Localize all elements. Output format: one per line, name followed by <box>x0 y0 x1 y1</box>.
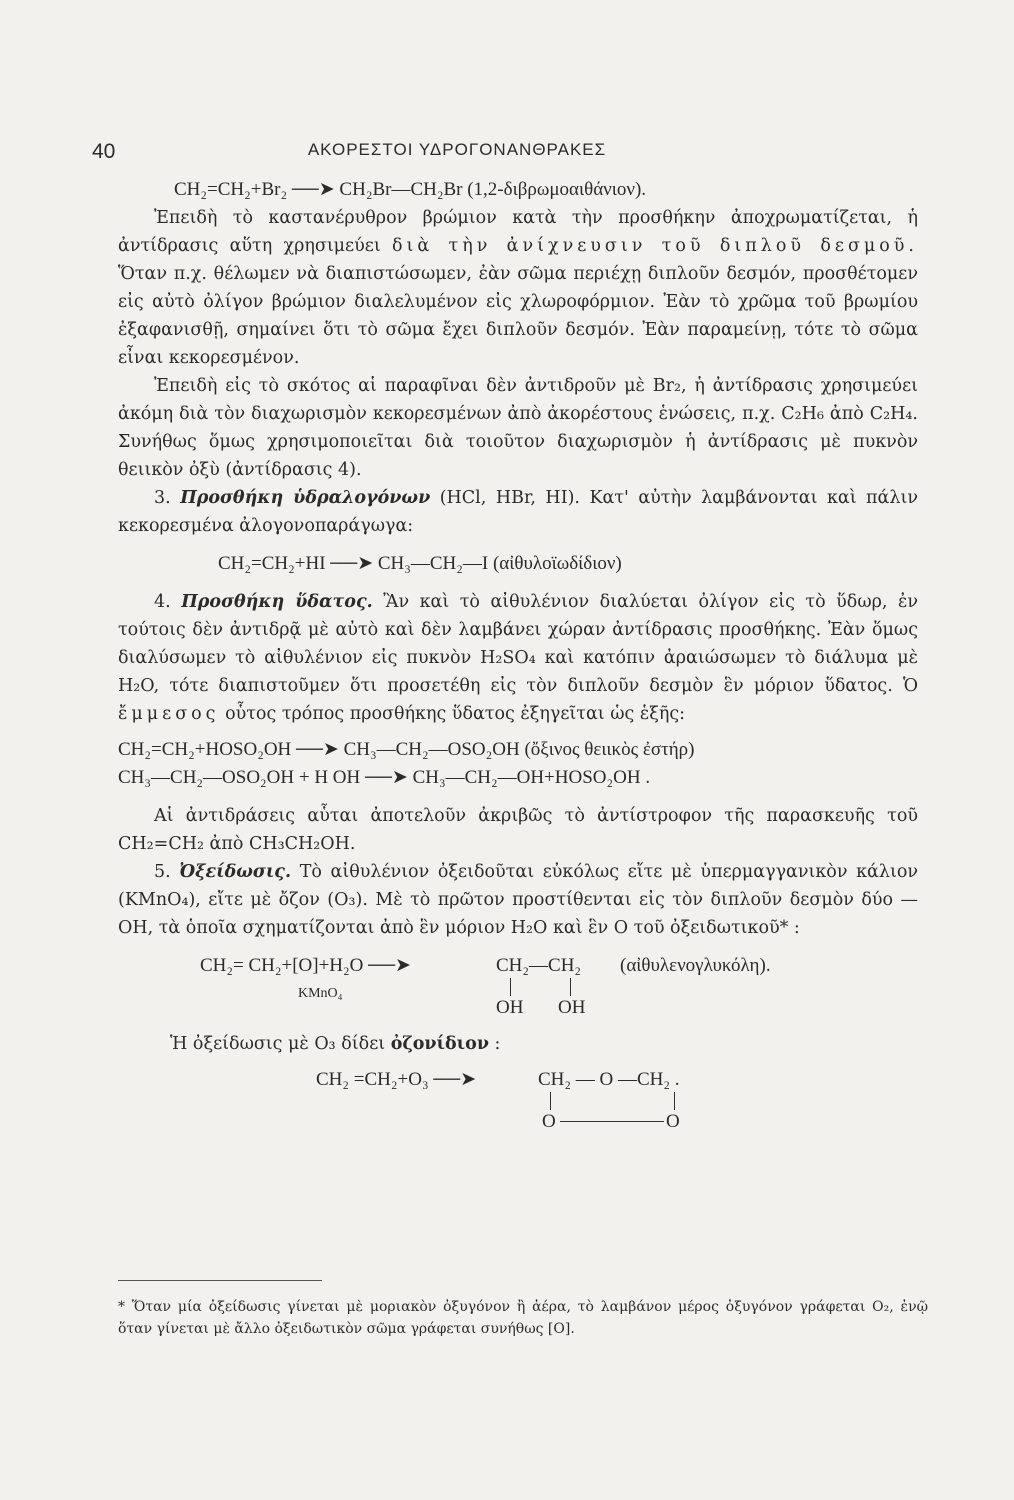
ozonide-bond-3 <box>560 1121 664 1122</box>
section-4-text-a: Ἂν καὶ τὸ αἰθυλένιον διαλύεται ὀλίγον εἰς τὸ ὕδωρ, ἐν τούτοις δὲν ἀντιδρᾷ μὲ αὐτὸ καὶ δὲν λαμβάνει χώραν ἀντίδρασις προσθήκης. Ἐὰν ὅμως διαλύσωμεν τὸ αἰθυλένιον εἰς πυκνὸν H₂SO₄ καὶ κατόπιν ἀραιώσωμεν τὸ διάλυμα μὲ H₂O, τότε διαπιστοῦμεν ὅτι προσετέθη εἰς τὸν διπλοῦν δεσμὸν ἓν μόριον ὕδατος. Ὁ <box>118 592 918 696</box>
ozone-text-a: Ἡ ὀξείδωσις μὲ O₃ δίδει <box>170 1034 391 1054</box>
footnote: * Ὅταν μία ὀξείδωσις γίνεται μὲ μοριακὸν ὀξυγόνον ἢ ἀέρα, τὸ λαμβάνον μέρος ὀξυγόνον γράφεται O₂, ἐνῷ ὅταν γίνεται μὲ ἄλλο ὀξειδωτικὸν σῶμα γράφεται συνήθως [O]. <box>118 1299 928 1337</box>
para1-text-b: Ὅταν π.χ. θέλωμεν νὰ διαπιστώσωμεν, ἐὰν σῶμα περιέχῃ διπλοῦν δεσμόν, προσθέτομεν εἰς αὐτὸ ὀλίγον βρώμιον διαλελυμένον εἰς χλωροφόρμιον. Ἐὰν τὸ χρῶμα τοῦ βρωμίου ἐξαφανισθῇ, σημαίνει ὅτι τὸ σῶμα ἔχει διπλοῦν δεσμόν. Ἐὰν παραμείνῃ, τότε τὸ σῶμα εἶναι κεκορεσμένον. <box>118 264 918 368</box>
page-body <box>118 176 918 1138</box>
section-4-spaced-text: ἔμμεσος <box>118 704 220 724</box>
page-header <box>92 140 942 170</box>
equation-hydrolysis: CH₃—CH₂—OSO₂OH + H OH ──➤ CH₃—CH₂—OH+HOSO₂OH . <box>118 767 651 788</box>
footnote-rule <box>118 1280 322 1281</box>
glycol-oh-1: OH <box>496 997 524 1018</box>
paragraph-paraffins: Ἐπειδὴ εἰς τὸ σκότος αἱ παραφῖναι δὲν ἀντιδροῦν μὲ Br₂, ἡ ἀντίδρασις χρησιμεύει ἀκόμη διὰ τὸν διαχωρισμὸν κεκορεσμένων ἀπὸ ἀκορέστους ἑνώσεις, π.χ. C₂H₆ ἀπὸ C₂H₄. Συνήθως ὅμως χρησιμοποιεῖται διὰ τοιοῦτον διαχωρισμὸν ἡ ἀντίδρασις μὲ πυκνὸν θειικὸν ὀξὺ (ἀντίδρασις 4). <box>118 376 918 480</box>
section-3-number: 3. <box>154 488 171 508</box>
section-5-text: Τὸ αἰθυλένιον ὀξειδοῦται εὐκόλως εἴτε μὲ ὑπερμαγγανικὸν κάλιον (KMnO₄), εἴτε μὲ ὄζον (O₃). Μὲ τὸ πρῶτον προστίθενται εἰς τὸν διπλοῦν δεσμὸν δύο —OH, τὰ ὁποῖα σχηματίζονται ἀπὸ ἓν μόριον H₂O καὶ ἓν O τοῦ ὀξειδωτικοῦ* : <box>118 862 918 938</box>
section-5-number: 5. <box>154 862 171 882</box>
paragraph-bromine-test <box>118 204 918 372</box>
section-3-text: (HCl, HBr, HI). Κατ' αὐτὴν λαμβάνονται καὶ πάλιν κεκορεσμένα ἀλογονοπαράγωγα: <box>118 488 918 536</box>
para1-spaced-text: διὰ τὴν ἀνίχνευσιν τοῦ διπλοῦ δεσμοῦ. <box>392 236 918 256</box>
glycol-reactants: CH₂= CH₂+[O]+H₂O ──➤ <box>200 955 411 976</box>
glycol-oh-2: OH <box>558 997 586 1018</box>
glycol-product: CH₂—CH₂ <box>496 955 582 976</box>
glycol-name: (αἰθυλενογλυκόλη). <box>620 955 771 976</box>
ozonide-o-2: O <box>666 1111 680 1132</box>
section-4-title: Προσθήκη ὕδατος. <box>181 592 373 612</box>
ozonide-o-1: O <box>542 1111 556 1132</box>
page-number: 40 <box>92 140 116 163</box>
equation-bromination: CH₂=CH₂+Br₂ ──➤ CH₂Br—CH₂Br (1,2-διβρωμοαιθάνιον). <box>174 179 647 200</box>
section-3-title: Προσθήκη ὑδραλογόνων <box>180 488 431 508</box>
section-5-oxidation <box>118 858 918 942</box>
ozonide-reactants: CH₂ =CH₂+O₃ ──➤ <box>316 1069 477 1090</box>
ozonide-product: CH₂ — O —CH₂ . <box>538 1069 680 1090</box>
equation-glycol <box>118 942 918 1022</box>
ozone-text-b: : <box>488 1034 501 1054</box>
equation-ozonide <box>118 1058 918 1138</box>
glycol-reagent: KMnO₄ <box>298 986 343 1001</box>
ozone-bold-term: ὀζονίδιον <box>390 1034 489 1054</box>
section-4-water-addition <box>118 588 918 728</box>
paragraph-reverse-reaction: Αἱ ἀντιδράσεις αὗται ἀποτελοῦν ἀκριβῶς τὸ ἀντίστροφον τῆς παρασκευῆς τοῦ CH₂=CH₂ ἀπὸ CH₃CH₂OH. <box>118 806 918 854</box>
paragraph-ozonide <box>118 1030 918 1058</box>
section-4-text-b: οὗτος τρόπος προσθήκης ὕδατος ἐξηγεῖται ὡς ἑξῆς: <box>219 704 686 724</box>
equation-sulfuric-ester: CH₂=CH₂+HOSO₂OH ──➤ CH₃—CH₂—OSO₂OH (ὄξινος θειικὸς ἐστήρ) <box>118 739 695 760</box>
running-title: ΑΚΟΡΕΣΤΟΙ ΥΔΡΟΓΟΝΑΝΘΡΑΚΕΣ <box>307 140 607 159</box>
para1-text-a: Ἐπειδὴ τὸ καστανέρυθρον βρώμιον κατὰ τὴν προσθήκην ἀποχρωματίζεται, ἡ ἀντίδρασις αὕτη χρησιμεύει <box>118 208 918 256</box>
equation-hi-addition: CH₂=CH₂+HI ──➤ CH₃—CH₂—I (αἰθυλοϊωδίδιον) <box>218 553 622 574</box>
section-3-hydrohalogens <box>118 484 918 540</box>
section-5-title: Ὀξείδωσις. <box>179 862 292 882</box>
section-4-number: 4. <box>154 592 171 612</box>
